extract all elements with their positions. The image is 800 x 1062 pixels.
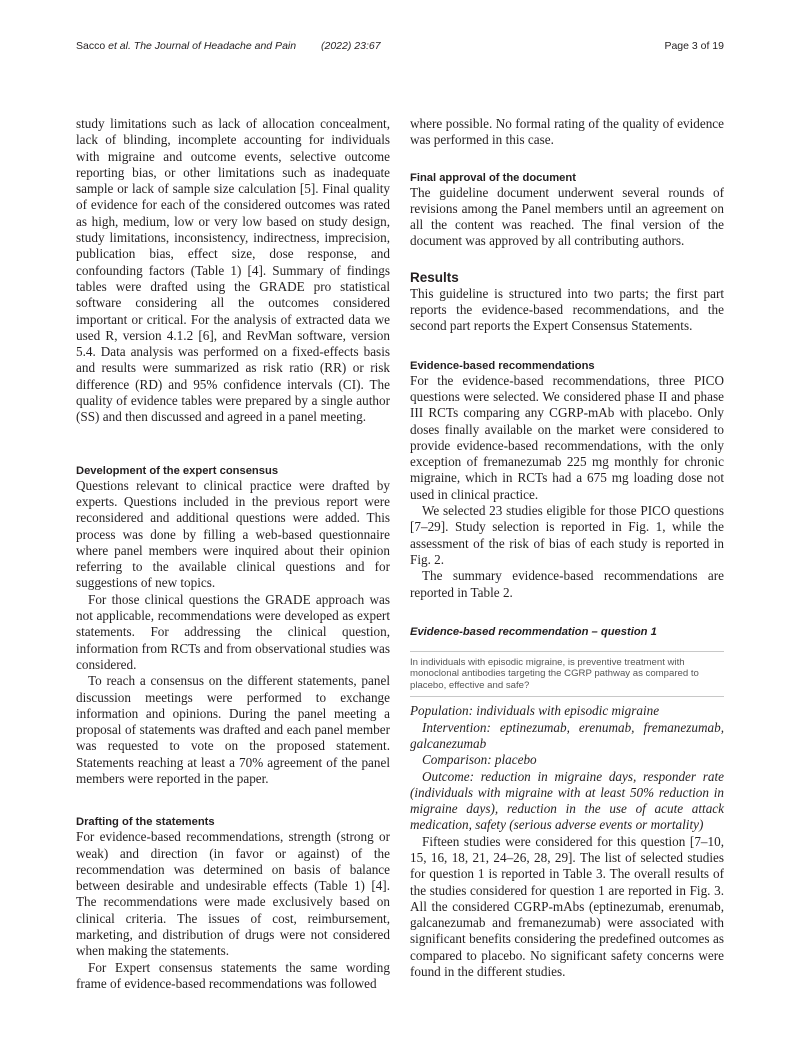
paragraph: The summary evidence-based recommendations are reported in Table 2. [410,568,724,600]
running-header [76,40,381,52]
paragraph: We selected 23 studies eligible for those PICO questions [7–29]. Study selection is reported in Fig. 1, while the assessment of the risk of bias of each study is reported in Fig. 2. [410,503,724,567]
paragraph: Questions relevant to clinical practice were drafted by experts. Questions included in the previous report were reconsidered and additional questions were added. This process was done by filling a web-based questionnaire where panel members were inquired about their opinion referring to the available clinical questions and for suggestions of new topics. [76,477,390,591]
paragraph: Fifteen studies were considered for this question [7–10, 15, 16, 18, 21, 24–26, 28, 29]. The list of selected studies for question 1 is reported in Table 3. The overall results of the studies considered for question 1 are reported in Fig. 3. All the considered CGRP-mAbs (eptinezumab, erenumab, galcanezumab and fremanezumab) were associated with significant benefits considering the predefined outcomes as compared to placebo. No significant safety concerns were found in the different studies. [410,833,724,980]
paragraph: study limitations such as lack of allocation concealment, lack of blinding, incomplete accounting for individuals with migraine and outcome events, selective outcome reporting bias, or other limitations such as inadequate sample or lack of sample size calculation [5]. Final quality of evidence for each of the considered outcomes was rated as high, medium, low or very low based on study design, study limitations, inconsistency, indirectness, imprecision, publication bias, effect size, dose response, and confounding factors (Table 1) [4]. Summary of findings tables were drafted using the GRADE pro statistical software considering all the outcomes considered important or critical. For the analysis of extracted data we used R, version 4.1.2 [6], and RevMan software, version 5.4. Data analysis was performed on a fixed-effects basis and results were summarized as risk ratio (RR) or risk difference (RD) and 95% confidence intervals (CI). The quality of evidence tables were prepared by a single author (SS) and then discussed and agreed in a panel meeting. [76,116,390,425]
section-heading: Drafting of the statements [76,816,215,829]
paragraph: where possible. No formal rating of the quality of evidence was performed in this case. [410,116,724,148]
section-heading: Development of the expert consensus [76,464,279,477]
header-etal: et al. [108,40,131,52]
paragraph: The guideline document underwent several rounds of revisions among the Panel members until an agreement on all the content was reached. The final version of the document was approved by all contributing authors. [410,184,724,249]
paragraph: For evidence-based recommendations, strength (strong or weak) and direction (in favor or against) of the recommendation was determined on basis of balance between desirable and undesirable effects (Table 1) [4]. The recommendations were made exclusively based on clinical criteria. The issues of cost, reimbursement, marketing, and distribution of drugs were not considered when making the statements. [76,829,390,959]
paragraph: To reach a consensus on the different statements, panel discussion meetings were performed to exchange information and opinions. During the panel meeting a proposal of statements was drafted and each panel member was requested to vote on the proposed statement. Statements reaching at least a 70% agreement of the panel members were reported in the paper. [76,673,390,786]
pico-intervention: Intervention: eptinezumab, erenumab, fremanezumab, galcanezumab [410,719,724,751]
section-heading: Final approval of the document [410,171,576,184]
paragraph: This guideline is structured into two parts; the first part reports the evidence-based recommendations, and the second part reports the Expert Consensus Statements. [410,285,724,334]
section-heading: Results [410,269,459,285]
header-year: (2022) 23:67 [321,40,381,52]
pico-population: Population: individuals with episodic migraine [410,703,660,719]
page-number: Page 3 of 19 [664,40,724,52]
pico-outcome: Outcome: reduction in migraine days, responder rate (individuals with migraine with at least 50% reduction in migraine days), reduction in the use of acute attack medication, safety (serious adverse events or mortality) [410,768,724,833]
right-column [410,116,724,980]
section-heading: Evidence-based recommendation – question 1 [410,625,657,638]
left-column [76,116,390,992]
section-heading: Evidence-based recommendations [410,359,595,372]
paragraph: For those clinical questions the GRADE approach was not applicable, recommendations were developed as expert statements. For addressing the clinical question, information from RCTs and from observational studies was considered. [76,591,390,672]
paragraph: For the evidence-based recommendations, three PICO questions were selected. We considered phase II and phase III RCTs comparing any CGRP-mAb with placebo. Only doses finally available on the market were considered to provide evidence-based recommendations, with the only exception of fremanezumab 225 mg monthly for chronic migraine, which in RCTs had a 675 mg loading dose not used in clinical practice. [410,372,724,502]
pico-comparison: Comparison: placebo [422,752,537,768]
paragraph: For Expert consensus statements the same wording frame of evidence-based recommendations was followed [76,959,390,991]
question-box: In individuals with episodic migraine, is preventive treatment with monoclonal antibodies targeting the CGRP pathway as compared to placebo, effective and safe? [410,651,724,698]
header-journal: The Journal of Headache and Pain [133,40,297,52]
header-authors: Sacco [76,40,106,52]
